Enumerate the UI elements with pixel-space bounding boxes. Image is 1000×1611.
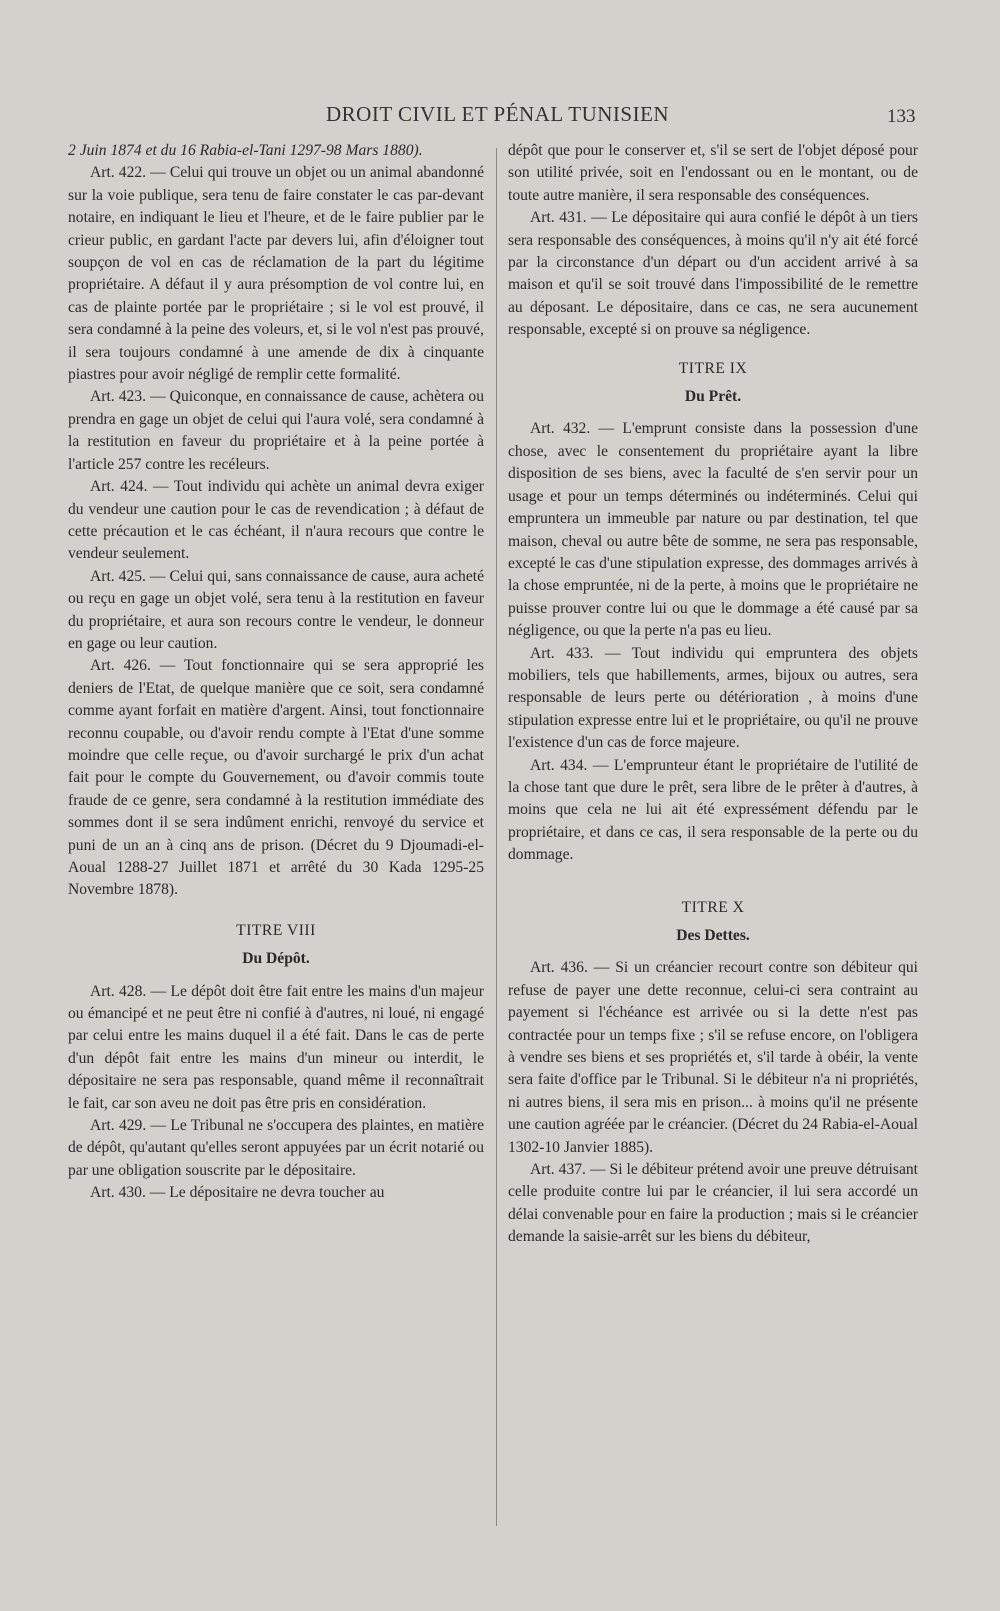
running-title: DROIT CIVIL ET PÉNAL TUNISIEN: [326, 102, 670, 126]
page-number: 133: [887, 106, 916, 127]
paragraph-art-428: Art. 428. — Le dépôt doit être fait entre les mains d'un majeur ou émancipé et ne peut être ni confié à d'autres, ni loué, ni engagé par celui entre les mains duquel il a été fait. Dans le cas de perte d'un dépôt fait entre les mains d'un mineur ou interdit, le dépositaire ne sera pas responsable, quand même il reconnaîtrait le fait, car son aveu ne doit pas être pris en considération.: [68, 982, 484, 1112]
paragraph-art-426: Art. 426. — Tout fonctionnaire qui se sera approprié les deniers de l'Etat, de quelque manière que ce soit, sera condamné comme ayant forfait en matière d'argent. Ainsi, tout fonctionnaire reconnu coupable, ou d'avoir rendu compte à l'Etat d'une somme moindre que celle reçue, ou d'avoir surchargé le prix d'un achat fait pour le compte du Gouvernement, ou d'avoir commis toute fraude de ce genre, sera condamné à la restitution immédiate des sommes dont il se sera indûment enrichi, renvoyé du service et puni de un an à cinq ans de prison. (Décret du 9 Djoumadi-el-Aoual 1288-27 Juillet 1871 et arrêté du 30 Kada 1295-25 Novembre 1878).: [68, 657, 484, 899]
paragraph-art-430: Art. 430. — Le dépositaire ne devra toucher au: [90, 1184, 385, 1202]
paragraph-art-424: Art. 424. — Tout individu qui achète un animal devra exiger du vendeur une caution pour le cas de revendication ; à défaut de cette précaution et le cas échéant, il n'aura recours que contre le vendeur seulement.: [68, 478, 484, 563]
paragraph-art-436: Art. 436. — Si un créancier recourt contre son débiteur qui refuse de payer une dette reconnue, celui-ci sera contraint au payement si l'échéance est arrivée ou si la dette n'est pas contractée pour un temps fixe ; s'il se refuse encore, on l'obligera à vendre ses biens et ses propriétés et, s'il tarde à obéir, la vente sera faite d'office par le Tribunal. Si le débiteur n'a ni propriétés, ni autres biens, il sera mis en prison... à moins qu'il ne présente une caution agréée par le créancier. (Décret du 24 Rabia-el-Aoual 1302-10 Janvier 1885).: [508, 959, 918, 1156]
paragraph-art-431: Art. 431. — Le dépositaire qui aura confié le dépôt à un tiers sera responsable des conséquences, à moins qu'il n'y ait été forcé par la circonstance d'un départ ou d'un accident arrivé à sa maison et qu'il se soit trouvé dans l'impossibilité de le remettre au déposant. Le dépositaire, dans ce cas, ne sera aucunement responsable, excepté si on prouve sa négligence.: [508, 209, 918, 339]
section-title: TITRE X: [681, 898, 745, 916]
paragraph-art-437: Art. 437. — Si le débiteur prétend avoir une preuve détruisant celle produite contre lui par le créancier, il lui sera accordé un délai convenable pour en faire la production ; mais si le créancier demande la saisie-arrêt sur les biens du débiteur,: [508, 1161, 918, 1246]
section-subtitle: Des Dettes.: [676, 927, 750, 944]
paragraph-art-432: Art. 432. — L'emprunt consiste dans la possession d'une chose, avec le consentement du propriétaire ayant la libre disposition de ses biens, avec la faculté de s'en servir pour un usage et pour un temps déterminés ou indéterminés. Celui qui empruntera un immeuble par nature ou par destination, tel que maison, cheval ou autre bête de somme, ne sera pas responsable, excepté le cas d'une stipulation expresse, des dommages arrivés à la chose empruntée, ni de la perte, à moins que le propriétaire ne puisse prouver contre lui ou que le dommage a été causé par sa négligence, ou que la perte n'a pas eu lieu.: [508, 420, 918, 640]
section-title: TITRE VIII: [236, 921, 316, 939]
paragraph: 2 Juin 1874 et du 16 Rabia-el-Tani 1297-98 Mars 1880).: [68, 142, 423, 159]
paragraph-art-433: Art. 433. — Tout individu qui empruntera des objets mobiliers, tels que habillements, armes, bijoux ou autres, sera responsable de leurs perte ou détérioration , à moins d'une stipulation expresse entre lui et le propriétaire, ou qu'il ne prouve l'existence d'un cas de force majeure.: [508, 644, 918, 752]
section-subtitle: Du Prêt.: [684, 388, 742, 406]
section-title: TITRE IX: [678, 359, 748, 377]
paragraph-continued: dépôt que pour le conserver et, s'il se sert de l'objet déposé pour son utilité privée, soit en l'endossant ou en le montant, ou de toute autre manière, il sera responsable des conséquences.: [508, 142, 918, 204]
left-column: [68, 140, 484, 1205]
paragraph-art-423: Art. 423. — Quiconque, en connaissance de cause, achètera ou prendra en gage un objet de celui qui l'aura volé, sera condamné à la restitution en faveur du propriétaire et à la peine portée à l'article 257 contre les recéleurs.: [68, 388, 484, 473]
section-subtitle: Du Dépôt.: [242, 950, 310, 968]
column-divider: [496, 148, 497, 1526]
paragraph-art-429: Art. 429. — Le Tribunal ne s'occupera des plaintes, en matière de dépôt, qu'autant qu'elles seront appuyées par un écrit notarié ou par une obligation souscrite par le dépositaire.: [68, 1117, 484, 1179]
paragraph-art-425: Art. 425. — Celui qui, sans connaissance de cause, aura acheté ou reçu en gage un objet volé, sera tenu à la restitution en faveur du propriétaire, et aura son recours contre le vendeur, le donneur en gage ou leur caution.: [68, 567, 484, 652]
paragraph-art-422: Art. 422. — Celui qui trouve un objet ou un animal abandonné sur la voie publique, sera tenu de faire constater le cas par-devant notaire, en indiquant le lieu et l'heure, et de le faire publier par le crieur public, en gardant l'acte par devers lui, afin d'éloigner tout soupçon de vol en cas de réclamation de la part du légitime propriétaire. A défaut il y aura présomption de vol contre lui, en cas de plainte portée par le propriétaire ; si le vol est prouvé, il sera condamné à la peine des voleurs, et, si le vol n'est pas prouvé, il sera toujours condamné à une amende de dix à cinquante piastres pour avoir négligé de remplir cette formalité.: [68, 164, 484, 384]
right-column: [508, 140, 918, 1249]
paragraph-art-434: Art. 434. — L'emprunteur étant le propriétaire de l'utilité de la chose tant que dure le prêt, sera libre de le prêter à d'autres, à moins que cela ne lui ait été expressément défendu par le propriétaire, et dans ce cas, il sera responsable de la perte ou du dommage.: [508, 756, 918, 864]
